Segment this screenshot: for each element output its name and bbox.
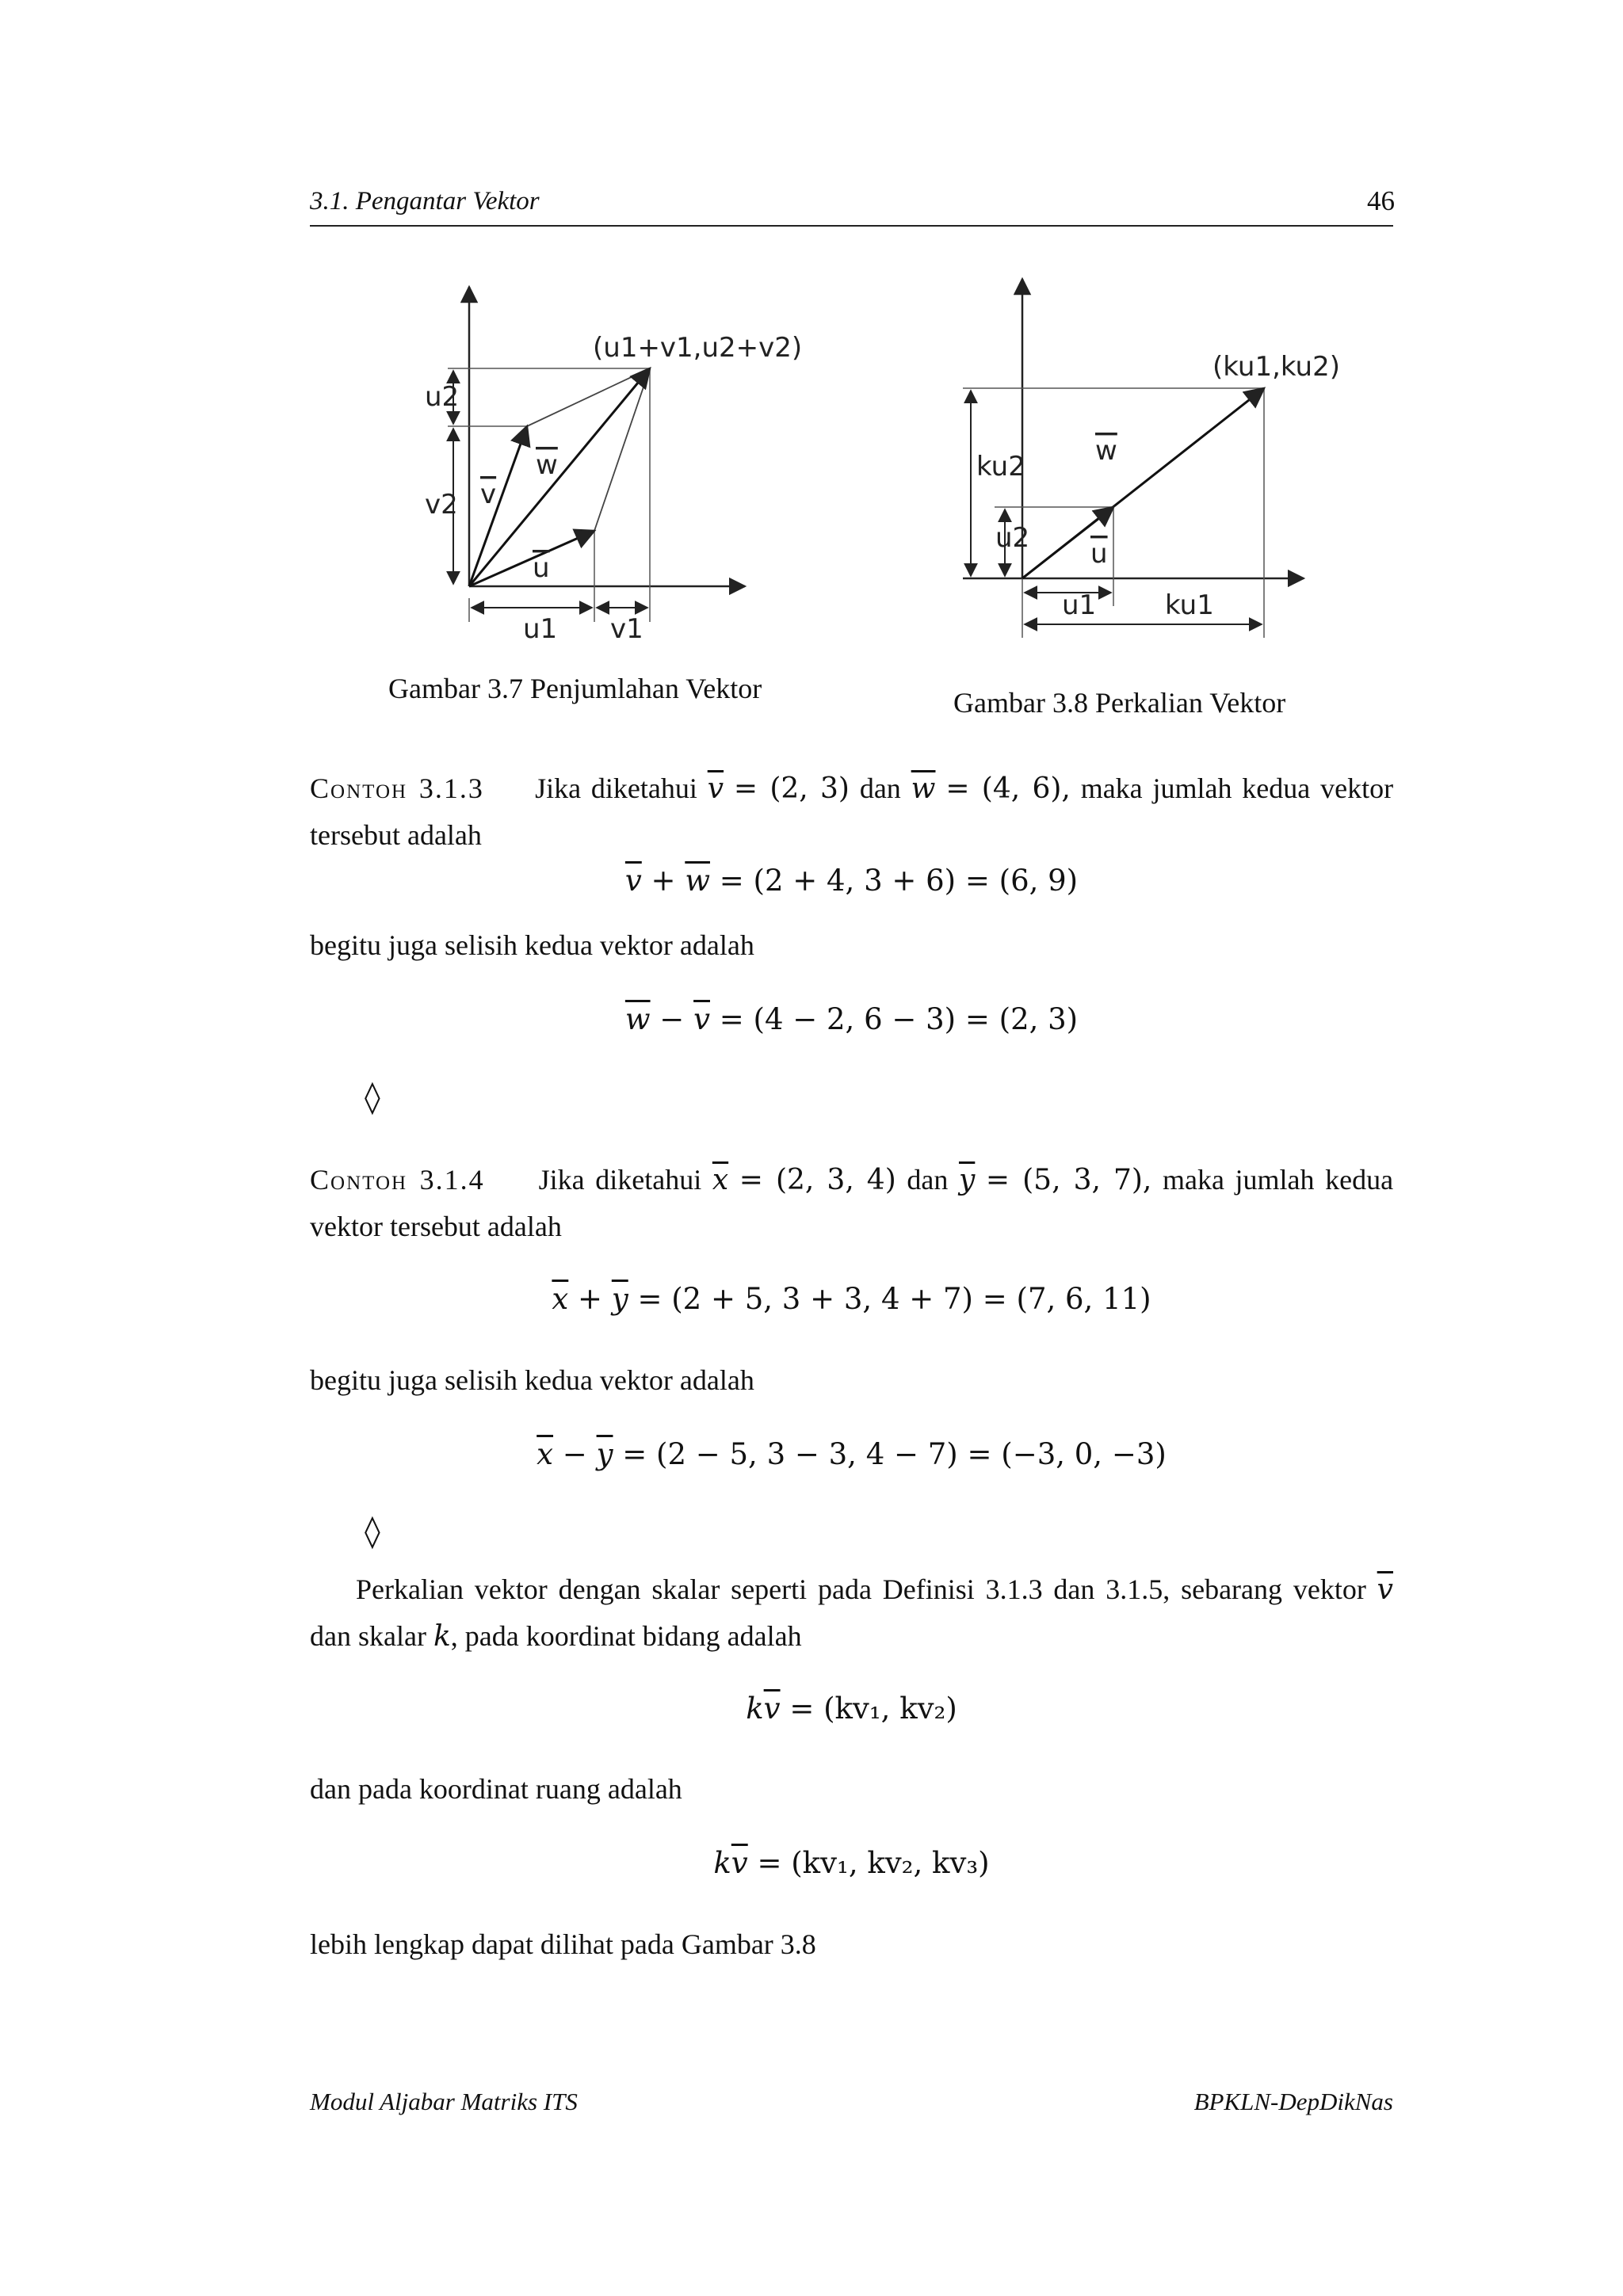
header-rule (310, 225, 1393, 227)
footer-left: Modul Aljabar Matriks ITS (310, 2088, 578, 2115)
vector-v (469, 426, 527, 586)
label-point: (ku1,ku2) (1212, 351, 1340, 383)
running-header: 3.1. Pengantar Vektor (310, 187, 540, 215)
text-difference-1: begitu juga selisih kedua vektor adalah (310, 929, 754, 961)
parallelogram-side (594, 368, 650, 531)
figure-3-7 (396, 269, 803, 650)
page-number: 46 (1367, 185, 1395, 216)
label-v-vec: v (480, 479, 497, 510)
contoh-3-1-3-paragraph: Contoh 3.1.3 Jika diketahui $\overline{v} = (2$, 3) dan $\overline{w} = (4$, 6), maka jumlah kedua vektor tersebut adalah (310, 772, 1394, 851)
equation-scalar-2d: $k\overline{v} = (kv_1$, kv₂) (746, 1691, 957, 1726)
equation-diff-1: $\overline{w} - \overline{v} = (4 - 2$, 6 − 3) = (2, 3) (624, 1002, 1079, 1036)
vector-w (469, 368, 650, 586)
label-u2: u2 (995, 522, 1030, 554)
caption-fig-3-7: Gambar 3.7 Penjumlahan Vektor (388, 673, 762, 704)
label-sum-point: (u1+v1,u2+v2) (593, 332, 803, 364)
label-ku1: ku1 (1165, 589, 1214, 621)
contoh-3-1-4-paragraph: Contoh 3.1.4 Jika diketahui $\overline{x} = (2$, 3, 4) dan $\overline{y} = (5$, 3, 7), maka jumlah kedua vektor tersebut adalah (310, 1164, 1394, 1242)
equation-scalar-3d: $k\overline{v} = (kv_1$, kv₂, kv₃) (713, 1846, 990, 1880)
label-u2: u2 (425, 381, 460, 413)
equation-sum-2: $\overline{x} + \overline{y} = (2 + 5$, 3 + 3, 4 + 7) = (7, 6, 11) (552, 1282, 1151, 1316)
footer-right: BPKLN-DepDikNas (1193, 2088, 1393, 2115)
text-difference-2: begitu juga selisih kedua vektor adalah (310, 1364, 754, 1396)
label-u1: u1 (1062, 589, 1097, 621)
label-ku2: ku2 (976, 451, 1025, 482)
contoh-label: Contoh 3.1.3 (310, 772, 484, 804)
end-mark-2: ◊ (365, 1513, 380, 1550)
end-mark-1: ◊ (365, 1079, 380, 1116)
label-w-vec: w (1095, 435, 1117, 467)
label-u1: u1 (523, 613, 558, 645)
label-u-vec: u (533, 552, 550, 584)
label-v1: v1 (610, 613, 643, 645)
scalar-multiplication-paragraph: Perkalian vektor dengan skalar seperti pada Definisi 3.1.3 dan 3.1.5, sebarang vektor $\overline{v}$ dan skalar k, pada koordinat bidang adalah (310, 1573, 1394, 1653)
caption-fig-3-8: Gambar 3.8 Perkalian Vektor (953, 687, 1286, 719)
text-space-coordinates: dan pada koordinat ruang adalah (310, 1773, 682, 1805)
label-v2: v2 (425, 489, 458, 521)
contoh-label: Contoh 3.1.4 (310, 1164, 485, 1196)
label-u-vec: u (1090, 538, 1108, 570)
equation-diff-2: $\overline{x} - \overline{y} = (2 - 5$, 3 − 3, 4 − 7) = (−3, 0, −3) (537, 1437, 1167, 1471)
text-see-figure: lebih lengkap dapat dilihat pada Gambar 3.8 (310, 1928, 816, 1960)
vector-u (469, 531, 594, 586)
parallelogram-side (527, 368, 650, 426)
figure-3-8 (943, 269, 1340, 650)
label-w-vec: w (536, 449, 558, 481)
equation-sum-1: $\overline{v} + \overline{w} = (2 + 4$, 3 + 6) = (6, 9) (624, 864, 1079, 898)
